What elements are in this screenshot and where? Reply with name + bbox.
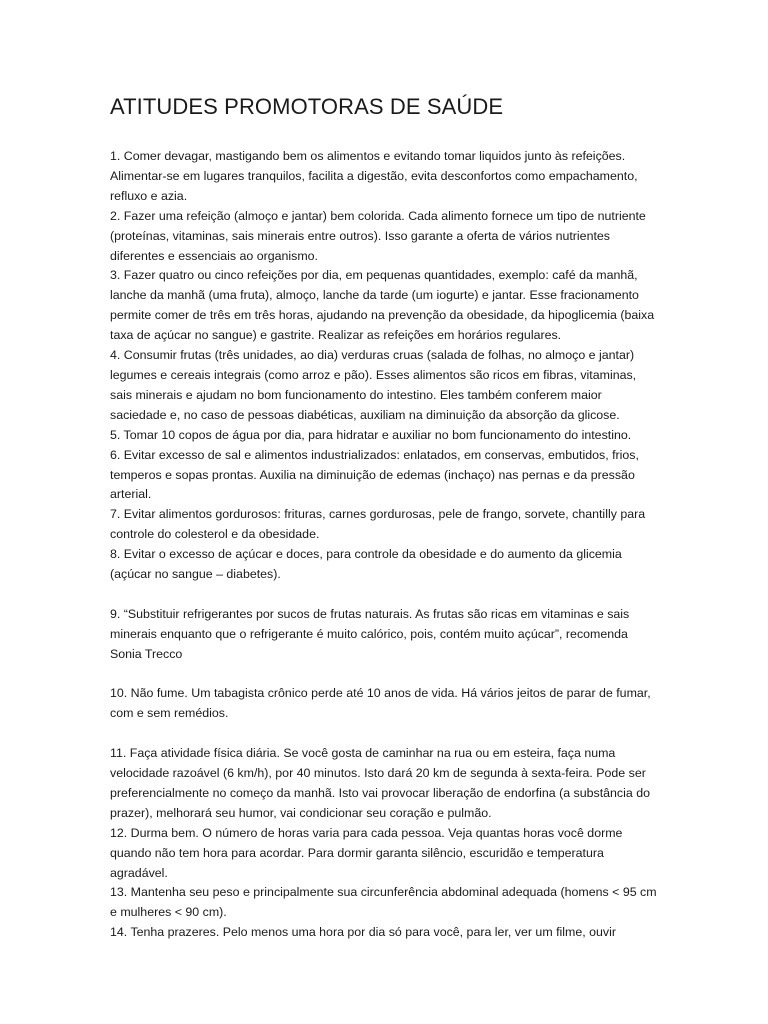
paragraph-11: 11. Faça atividade física diária. Se você gosta de caminhar na rua ou em esteira, faça numa velocidade razoável (6 km/h), por 40 minutos. Isto dará 20 km de segunda à sexta-feira. Pode ser preferencialmente no começo da manhã. Isto vai provocar liberação de endorfina (a substância do prazer), melhorará seu humor, vai condicionar seu coração e pulmão. [110,746,650,820]
paragraph-7: 7. Evitar alimentos gordurosos: frituras, carnes gordurosas, pele de frango, sorvete, chantilly para controle do colesterol e da obesidade. [110,507,646,542]
paragraph-4: 4. Consumir frutas (três unidades, ao dia) verduras cruas (salada de folhas, no almoço e jantar) legumes e cereais integrais (como arroz e pão). Esses alimentos são ricos em fibras, vitaminas, sais minerais e ajudam no bom funcionamento do intestino. Eles também conferem maior saciedade e, no caso de pessoas diabéticas, auxiliam na diminuição da absorção da glicose. [110,348,637,422]
paragraph-14: 14. Tenha prazeres. Pelo menos uma hora por dia só para você, para ler, ver um filme, ouvir [110,925,616,940]
paragraph-10: 10. Não fume. Um tabagista crônico perde até 10 anos de vida. Há vários jeitos de parar de fumar, com e sem remédios. [110,686,651,721]
paragraph-2: 2. Fazer uma refeição (almoço e jantar) bem colorida. Cada alimento fornece um tipo de nutriente (proteínas, vitaminas, sais minerais entre outros). Isso garante a oferta de vários nutrientes diferentes e essenciais ao organismo. [110,208,646,263]
paragraph-3: 3. Fazer quatro ou cinco refeições por dia, em pequenas quantidades, exemplo: café da manhã, lanche da manhã (uma fruta), almoço, lanche da tarde (um iogurte) e jantar. Esse fracionamento permite comer de três em três horas, ajudando na prevenção da obesidade, da hipoglicemia (baixa taxa de açúcar no sangue) e gastrite. Realizar as refeições em horários regulares. [110,268,655,343]
paragraph-8: 8. Evitar o excesso de açúcar e doces, para controle da obesidade e do aumento da glicemia (açúcar no sangue – diabetes). [110,547,622,582]
paragraph-9: 9. “Substituir refrigerantes por sucos de frutas naturais. As frutas são ricas em vitaminas e sais minerais enquanto que o refrigerante é muito calórico, pois, contém muito açúcar”, recomenda Sonia Trecco [110,606,630,661]
paragraph-1: 1. Comer devagar, mastigando bem os alimentos e evitando tomar liquidos junto às refeições. Alimentar-se em lugares tranquilos, facilita a digestão, evita desconfortos como empachamento, refluxo e azia. [110,149,638,203]
paragraph-12: 12. Durma bem. O número de horas varia para cada pessoa. Veja quantas horas você dorme quando não tem hora para acordar. Para dormir garanta silêncio, escuridão e temperatura agradável. [110,825,623,880]
document-title: ATITUDES PROMOTORAS DE SAÚDE [110,94,504,119]
paragraph-13: 13. Mantenha seu peso e principalmente sua circunferência abdominal adequada (homens < 95 cm e mulheres < 90 cm). [110,885,657,920]
paragraph-6: 6. Evitar excesso de sal e alimentos industrializados: enlatados, em conservas, embutidos, frios, temperos e sopas prontas. Auxilia na diminuição de edemas (inchaço) nas pernas e da pressão arterial. [110,447,639,502]
paragraph-5: 5. Tomar 10 copos de água por dia, para hidratar e auxiliar no bom funcionamento do intestino. [110,427,632,442]
document-body [110,147,658,943]
